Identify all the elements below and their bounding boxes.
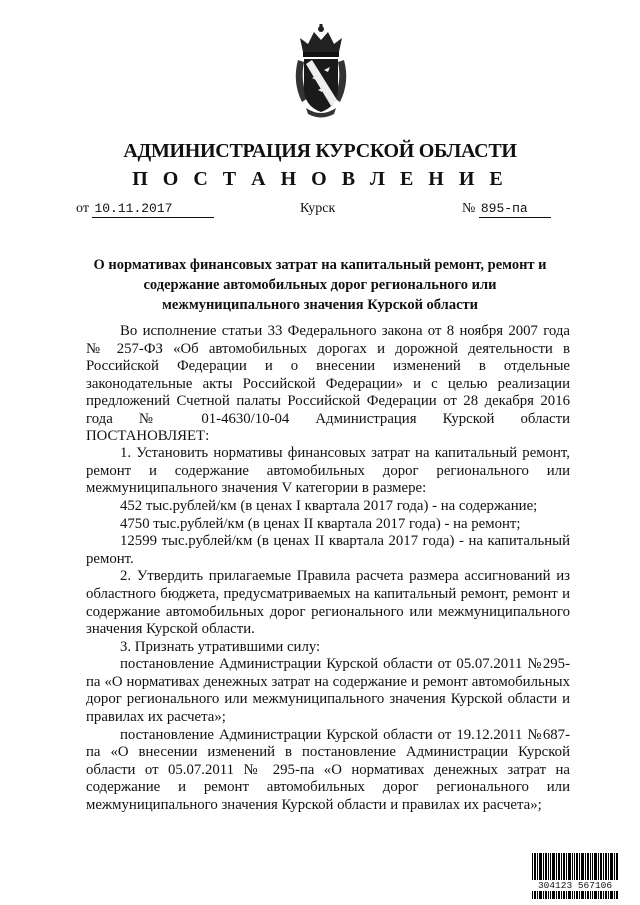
item-3-decree-295: постановление Администрации Курской области от 05.07.2011 №295-па «О нормативах денежных затрат на содержание и ремонт автомобильных дорог регионального или межмуниципального значения Курской области и правилах их расчета»; (86, 656, 570, 726)
date-value: 10.11.2017 (92, 201, 214, 218)
organization-name: АДМИНИСТРАЦИЯ КУРСКОЙ ОБЛАСТИ (123, 140, 517, 162)
date-prefix: от (76, 201, 89, 216)
item-1-capital-repair: 12599 тыс.рублей/км (в ценах II квартала 2017 года) - на капитальный ремонт. (86, 533, 570, 567)
coat-of-arms-icon (290, 22, 352, 118)
item-1: 1. Установить нормативы финансовых затрат на капитальный ремонт, ремонт и содержание автомобильных дорог регионального или межмуниципального значения V категории в размере: (86, 445, 570, 497)
document-body (86, 323, 570, 815)
document-title (70, 255, 570, 315)
item-3: 3. Признать утратившими силу: (120, 638, 321, 655)
title-line: О нормативах финансовых затрат на капитальный ремонт, ремонт и (93, 257, 547, 273)
preamble-paragraph: Во исполнение статьи 33 Федерального закона от 8 ноября 2007 года № 257-ФЗ «Об автомобильных дорогах и дорожной деятельности в Российской Федерации и о внесении изменений в отдельные законодательные акты Российской Федерации» и с целью реализации предложений Счетной палаты Российской Федерации от 28 декабря 2016 года № 01-4630/10-04 Администрация Курской области (86, 323, 570, 427)
item-2: 2. Утвердить прилагаемые Правила расчета размера ассигнований из областного бюджета, предусматриваемых на капитальный ремонт, ремонт и содержание автомобильных дорог регионального или межмуниципального значения Курской области. (86, 568, 570, 638)
document-city: Курск (300, 201, 336, 216)
title-line: содержание автомобильных дорог регионального или (143, 277, 497, 293)
barcode-number: 304123 567106 (530, 880, 620, 891)
title-line: межмуниципального значения Курской области (162, 297, 478, 313)
number-value: 895-па (479, 201, 551, 218)
document-type: П О С Т А Н О В Л Е Н И Е (132, 168, 508, 190)
item-3-decree-687: постановление Администрации Курской области от 19.12.2011 №687-па «О внесении изменений в постановление Администрации Курской области от 05.07.2011 № 295-па «О нормативах денежных затрат на содержание и ремонт автомобильных дорог регионального или межмуниципального значения Курской области и правилах их расчета»; (86, 726, 570, 814)
item-1-repair: 4750 тыс.рублей/км (в ценах II квартала 2017 года) - на ремонт; (120, 515, 521, 532)
item-1-maintenance: 452 тыс.рублей/км (в ценах I квартала 2017 года) - на содержание; (120, 497, 538, 514)
number-prefix: № (462, 201, 476, 216)
document-date (76, 201, 214, 218)
document-number (462, 201, 551, 218)
decree-word: ПОСТАНОВЛЯЕТ: (86, 427, 210, 444)
barcode-icon (532, 853, 618, 899)
